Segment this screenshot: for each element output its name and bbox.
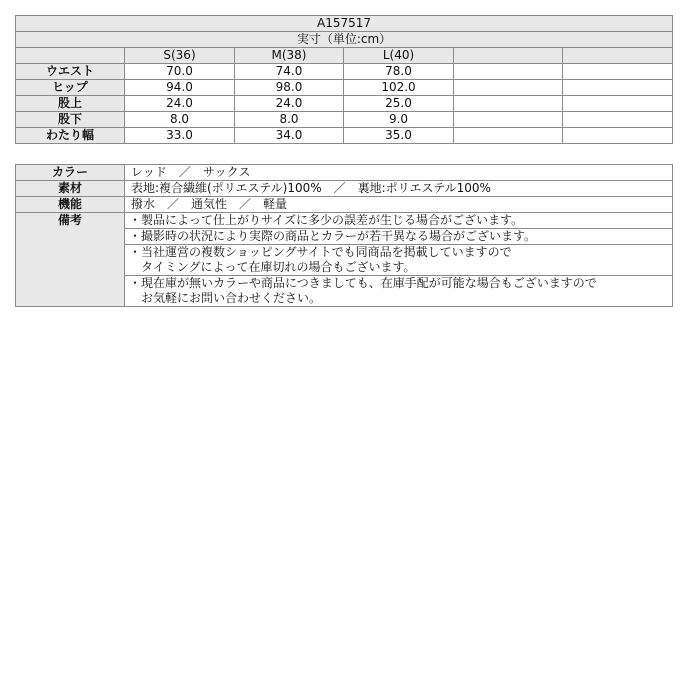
measurement-value: 34.0: [235, 128, 344, 144]
color-value: レッド ／ サックス: [125, 165, 673, 181]
measurement-row: [16, 80, 673, 96]
material-label: 素材: [16, 181, 125, 197]
note-item: [125, 213, 673, 229]
measurement-value: [563, 112, 673, 128]
measurement-value: [454, 128, 563, 144]
size-header: [454, 48, 563, 64]
measurement-value: 35.0: [344, 128, 454, 144]
measurement-value: 24.0: [125, 96, 235, 112]
measurement-value: 33.0: [125, 128, 235, 144]
measurement-value: 25.0: [344, 96, 454, 112]
note-line: ・製品によって仕上がりサイズに多少の誤差が生じる場合がございます。: [129, 213, 524, 227]
spec-row-color: [16, 165, 673, 181]
measurement-value: [454, 96, 563, 112]
note-item: [125, 276, 673, 307]
measurement-value: 8.0: [235, 112, 344, 128]
measurement-value: 74.0: [235, 64, 344, 80]
note-item: [125, 245, 673, 276]
note-line: ・当社運営の複数ショッピングサイトでも同商品を掲載していますので: [129, 245, 512, 259]
note-row: [16, 213, 673, 229]
measurement-value: [454, 112, 563, 128]
measurement-value: 94.0: [125, 80, 235, 96]
measurement-value: [563, 96, 673, 112]
color-label: カラー: [16, 165, 125, 181]
note-line: ・現在庫が無いカラーや商品につきましても、在庫手配が可能な場合もございますので: [129, 276, 597, 290]
spec-row-function: [16, 197, 673, 213]
measurement-value: 78.0: [344, 64, 454, 80]
note-item: [125, 229, 673, 245]
measurement-row: [16, 128, 673, 144]
measurement-label: 股上: [16, 96, 125, 112]
note-line: タイミングによって在庫切れの場合もございます。: [129, 260, 416, 274]
material-value: 表地:複合繊維(ポリエステル)100% ／ 裏地:ポリエステル100%: [125, 181, 673, 197]
measurement-value: 70.0: [125, 64, 235, 80]
measurement-value: [454, 64, 563, 80]
size-header: L(40): [344, 48, 454, 64]
measurement-row: [16, 112, 673, 128]
measurement-value: 9.0: [344, 112, 454, 128]
note-line: お気軽にお問い合わせください。: [129, 291, 322, 305]
size-header: [563, 48, 673, 64]
size-table-subtitle: 実寸（単位:cm）: [16, 32, 673, 48]
size-table: [15, 15, 673, 144]
measurement-label: 股下: [16, 112, 125, 128]
measurement-value: 24.0: [235, 96, 344, 112]
note-line: ・撮影時の状況により実際の商品とカラーが若干異なる場合がございます。: [129, 229, 537, 243]
measurement-value: [563, 80, 673, 96]
notes-label: 備考: [16, 213, 125, 307]
measurement-value: [563, 64, 673, 80]
size-header: S(36): [125, 48, 235, 64]
function-value: 撥水 ／ 通気性 ／ 軽量: [125, 197, 673, 213]
measurement-value: [454, 80, 563, 96]
measurement-value: 102.0: [344, 80, 454, 96]
measurement-row: [16, 64, 673, 80]
measurement-row: [16, 96, 673, 112]
measurement-value: 8.0: [125, 112, 235, 128]
measurement-label: わたり幅: [16, 128, 125, 144]
size-header: M(38): [235, 48, 344, 64]
function-label: 機能: [16, 197, 125, 213]
spec-table: [15, 164, 673, 307]
product-code: A157517: [16, 16, 673, 32]
size-header-empty: [16, 48, 125, 64]
measurement-value: 98.0: [235, 80, 344, 96]
measurement-label: ヒップ: [16, 80, 125, 96]
measurement-label: ウエスト: [16, 64, 125, 80]
spec-row-material: [16, 181, 673, 197]
measurement-value: [563, 128, 673, 144]
